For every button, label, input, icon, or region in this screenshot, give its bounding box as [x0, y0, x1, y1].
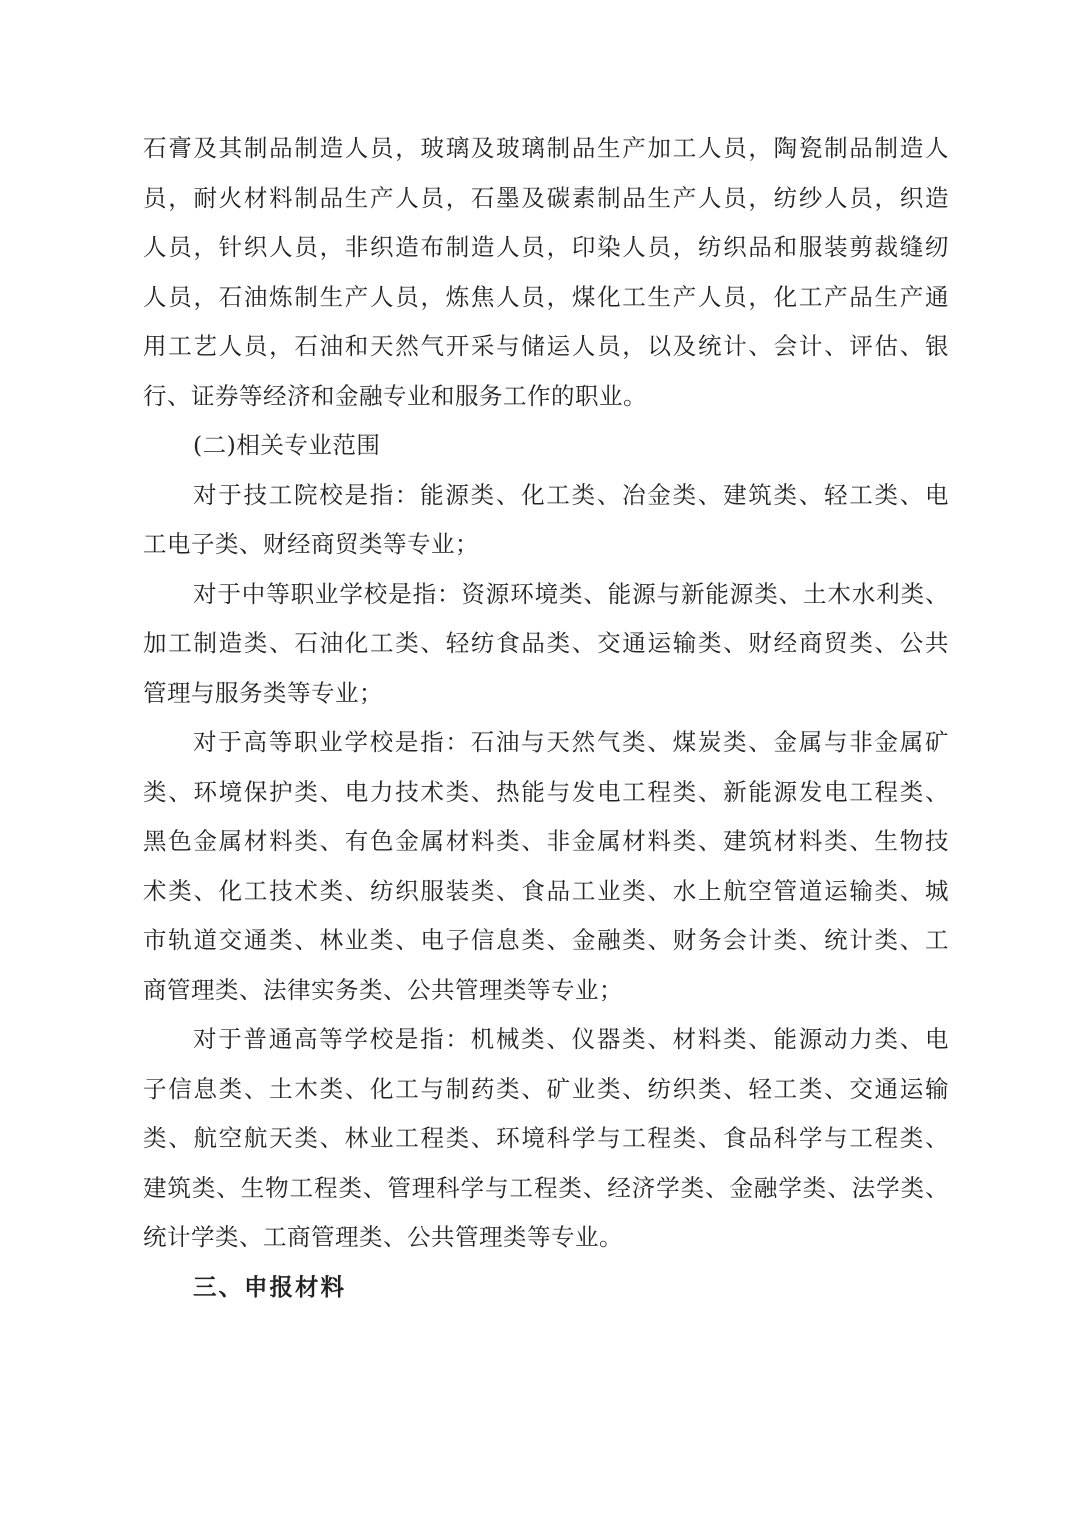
document-body — [143, 124, 949, 1312]
paragraph-start: 对于技工院校是指：能源类、化工类、冶金类、建筑类、轻工类、电 — [193, 480, 949, 509]
text-line: 人员，石油炼制生产人员，炼焦人员，煤化工生产人员，化工产品生产通 — [143, 282, 949, 311]
text-line: 石膏及其制品制造人员，玻璃及玻璃制品生产加工人员，陶瓷制品制造人 — [143, 134, 949, 162]
text-line: 行、证券等经济和金融专业和服务工作的职业。 — [143, 381, 647, 410]
paragraph-start: 对于普通高等学校是指：机械类、仪器类、材料类、能源动力类、电 — [193, 1025, 949, 1053]
text-line: 黑色金属材料类、有色金属材料类、非金属材料类、建筑材料类、生物技 — [143, 827, 949, 855]
text-line: 类、航空航天类、林业工程类、环境科学与工程类、食品科学与工程类、 — [143, 1124, 949, 1152]
paragraph-start: 对于中等职业学校是指：资源环境类、能源与新能源类、土木水利类、 — [193, 579, 949, 608]
text-line: 管理与服务类等专业； — [143, 678, 383, 707]
text-line: 统计学类、工商管理类、公共管理类等专业。 — [143, 1223, 623, 1251]
paragraph-start: 对于高等职业学校是指：石油与天然气类、煤炭类、金属与非金属矿 — [193, 728, 949, 756]
text-line: 市轨道交通类、林业类、电子信息类、金融类、财务会计类、统计类、工 — [143, 926, 949, 954]
text-line: 商管理类、法律实务类、公共管理类等专业； — [143, 975, 623, 1004]
text-line: 用工艺人员，石油和天然气开采与储运人员，以及统计、会计、评估、银 — [143, 332, 949, 360]
section-subheading: (二)相关专业范围 — [193, 431, 381, 459]
text-line: 术类、化工技术类、纺织服装类、食品工业类、水上航空管道运输类、城 — [143, 876, 949, 905]
section-heading: 三、申报材料 — [193, 1272, 346, 1301]
text-line: 加工制造类、石油化工类、轻纺食品类、交通运输类、财经商贸类、公共 — [143, 629, 949, 657]
text-line: 类、环境保护类、电力技术类、热能与发电工程类、新能源发电工程类、 — [143, 777, 949, 806]
text-line: 建筑类、生物工程类、管理科学与工程类、经济学类、金融学类、法学类、 — [143, 1173, 949, 1202]
text-line: 子信息类、土木类、化工与制药类、矿业类、纺织类、轻工类、交通运输 — [143, 1074, 949, 1103]
text-line: 工电子类、财经商贸类等专业； — [143, 530, 479, 558]
text-line: 人员，针织人员，非织造布制造人员，印染人员，纺织品和服装剪裁缝纫 — [143, 233, 949, 261]
text-line: 员，耐火材料制品生产人员，石墨及碳素制品生产人员，纺纱人员，织造 — [143, 183, 949, 212]
